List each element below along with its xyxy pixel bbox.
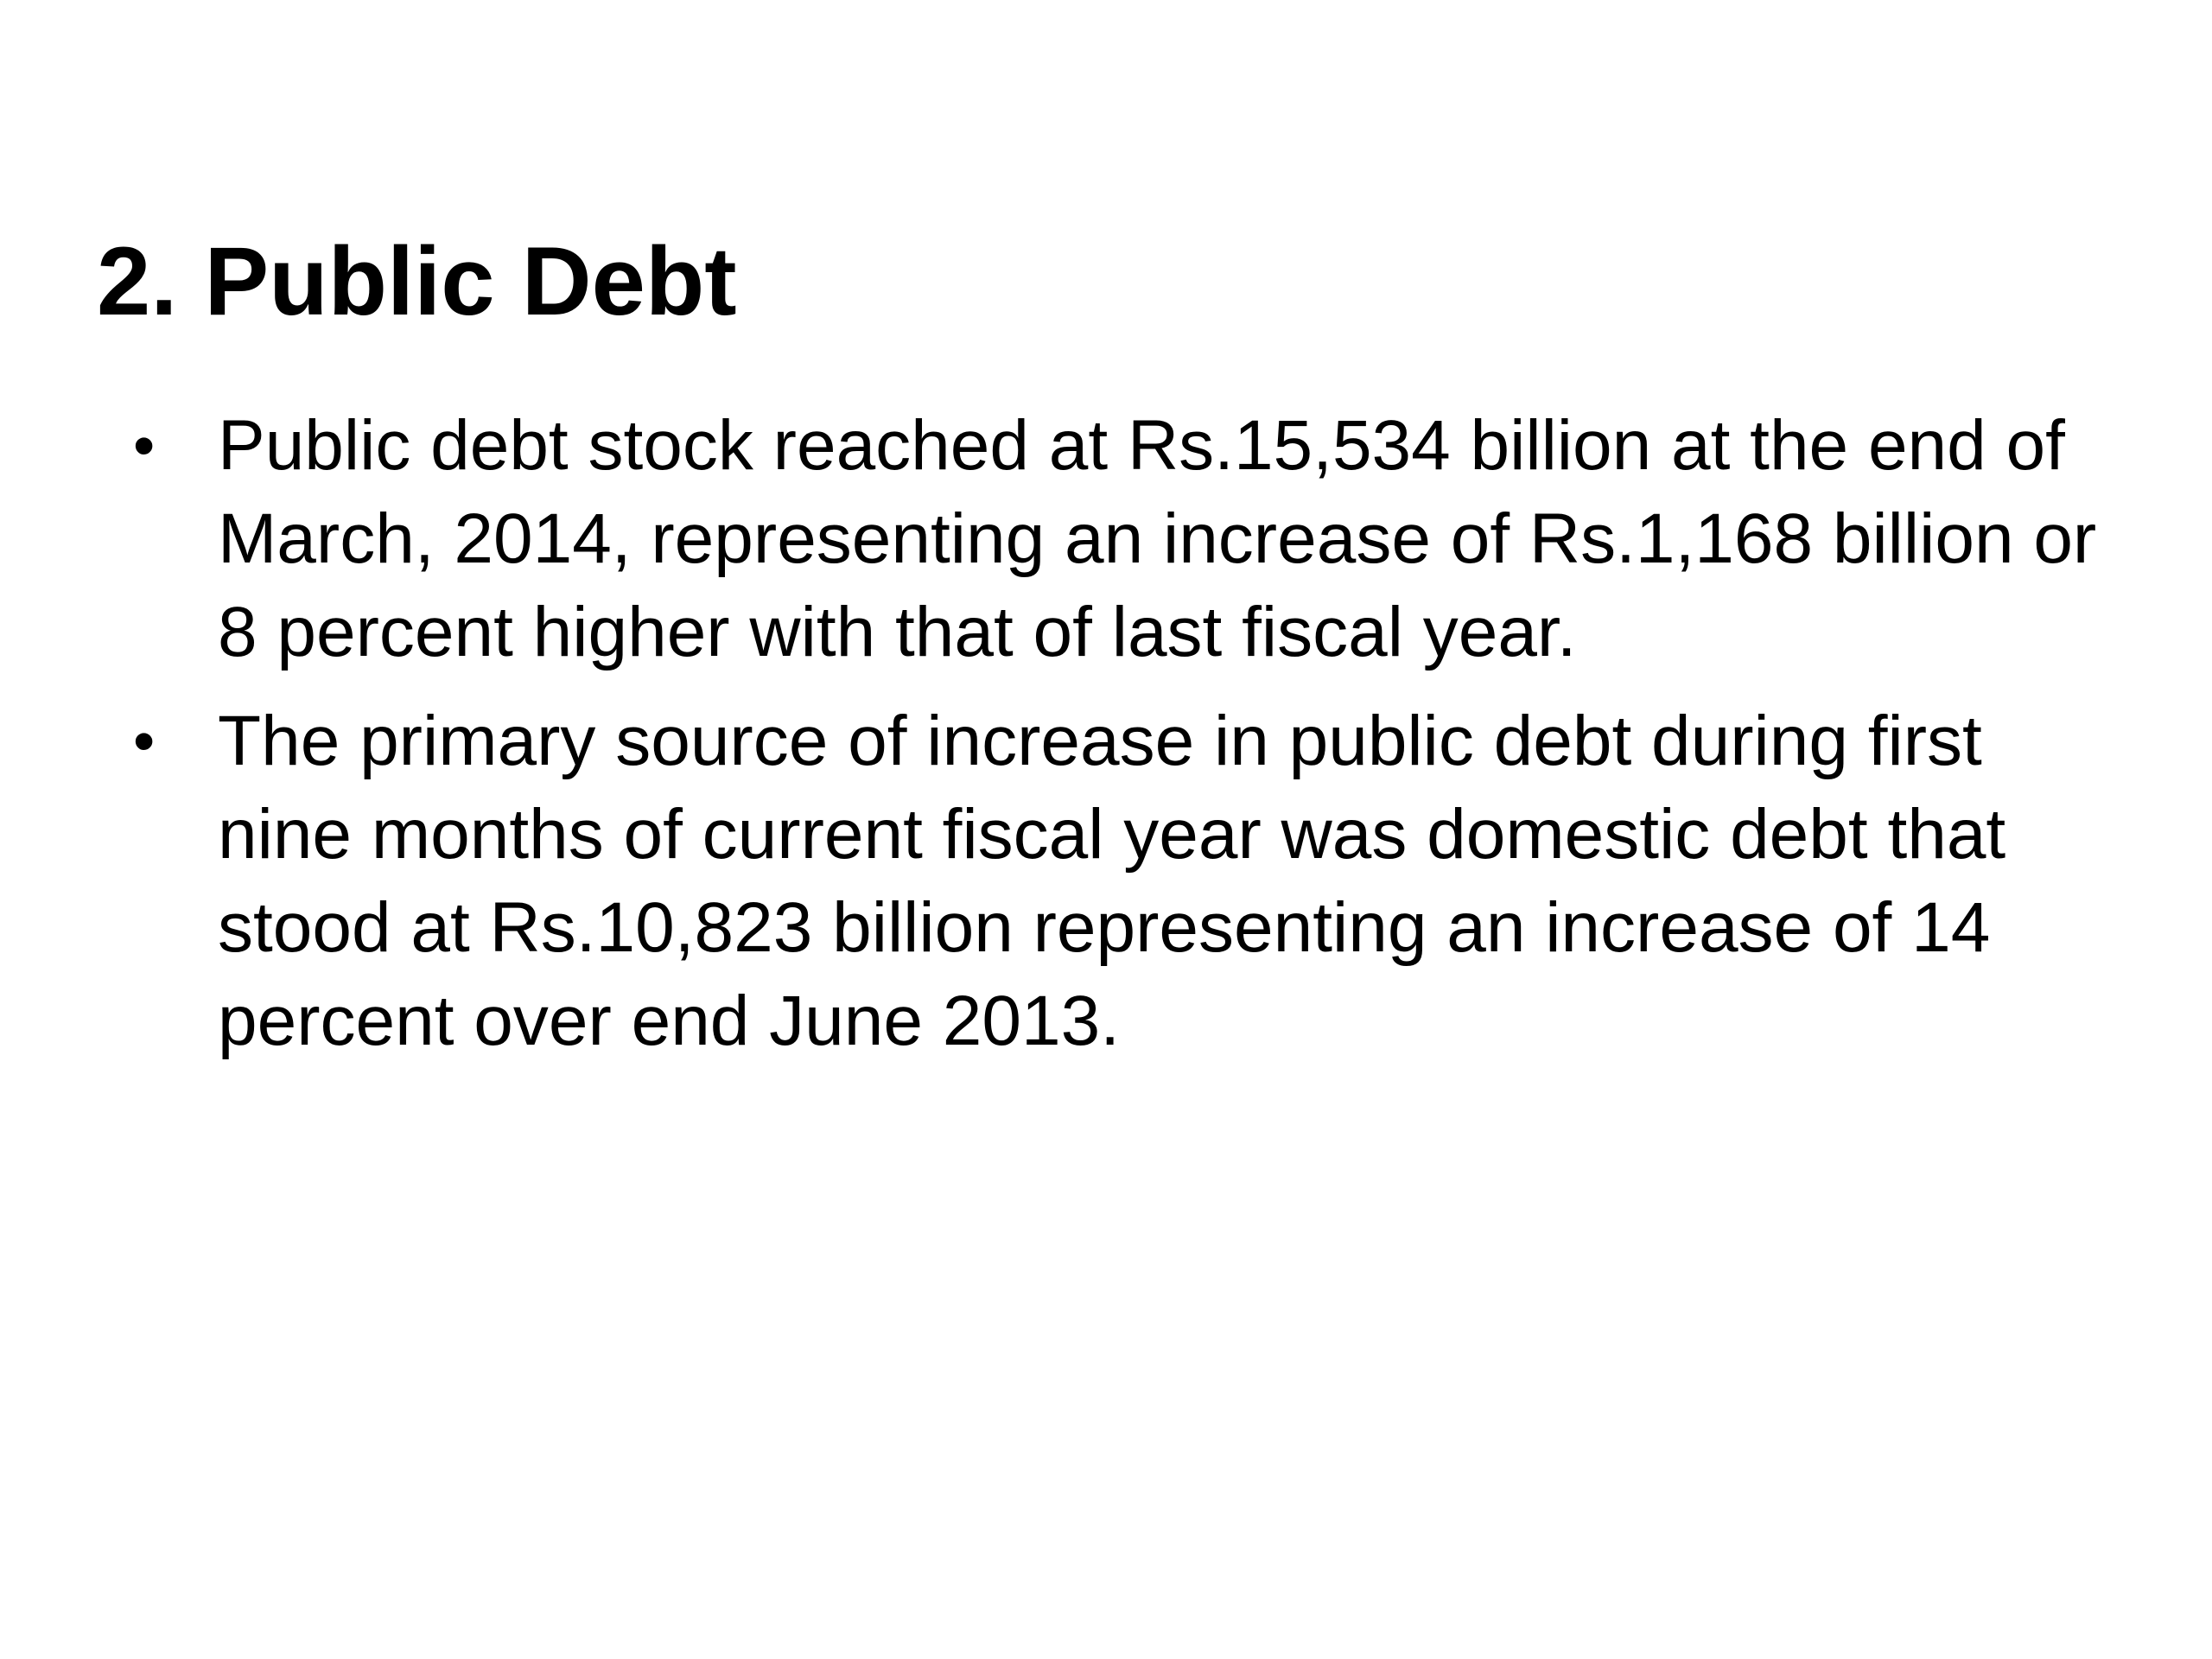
bullet-list (130, 399, 2117, 1084)
bullet-item-public-debt-stock (130, 399, 2117, 679)
bullet-text-public-debt-stock: Public debt stock reached at Rs.15,534 billion at the end of March, 2014, representing an increase of Rs.1,168 billion or 8 percent higher with that of last fiscal year. (218, 406, 2097, 671)
bullet-item-primary-source (130, 695, 2117, 1068)
bullet-dot-icon: • (133, 707, 156, 776)
bullet-dot-icon: • (133, 411, 156, 480)
slide-title: 2. Public Debt (97, 227, 737, 335)
bullet-text-primary-source: The primary source of increase in public debt during first nine months of current fiscal year was domestic debt that stood at Rs.10,823 billion representing an increase of 14 percent over end June 2013. (218, 702, 2006, 1060)
